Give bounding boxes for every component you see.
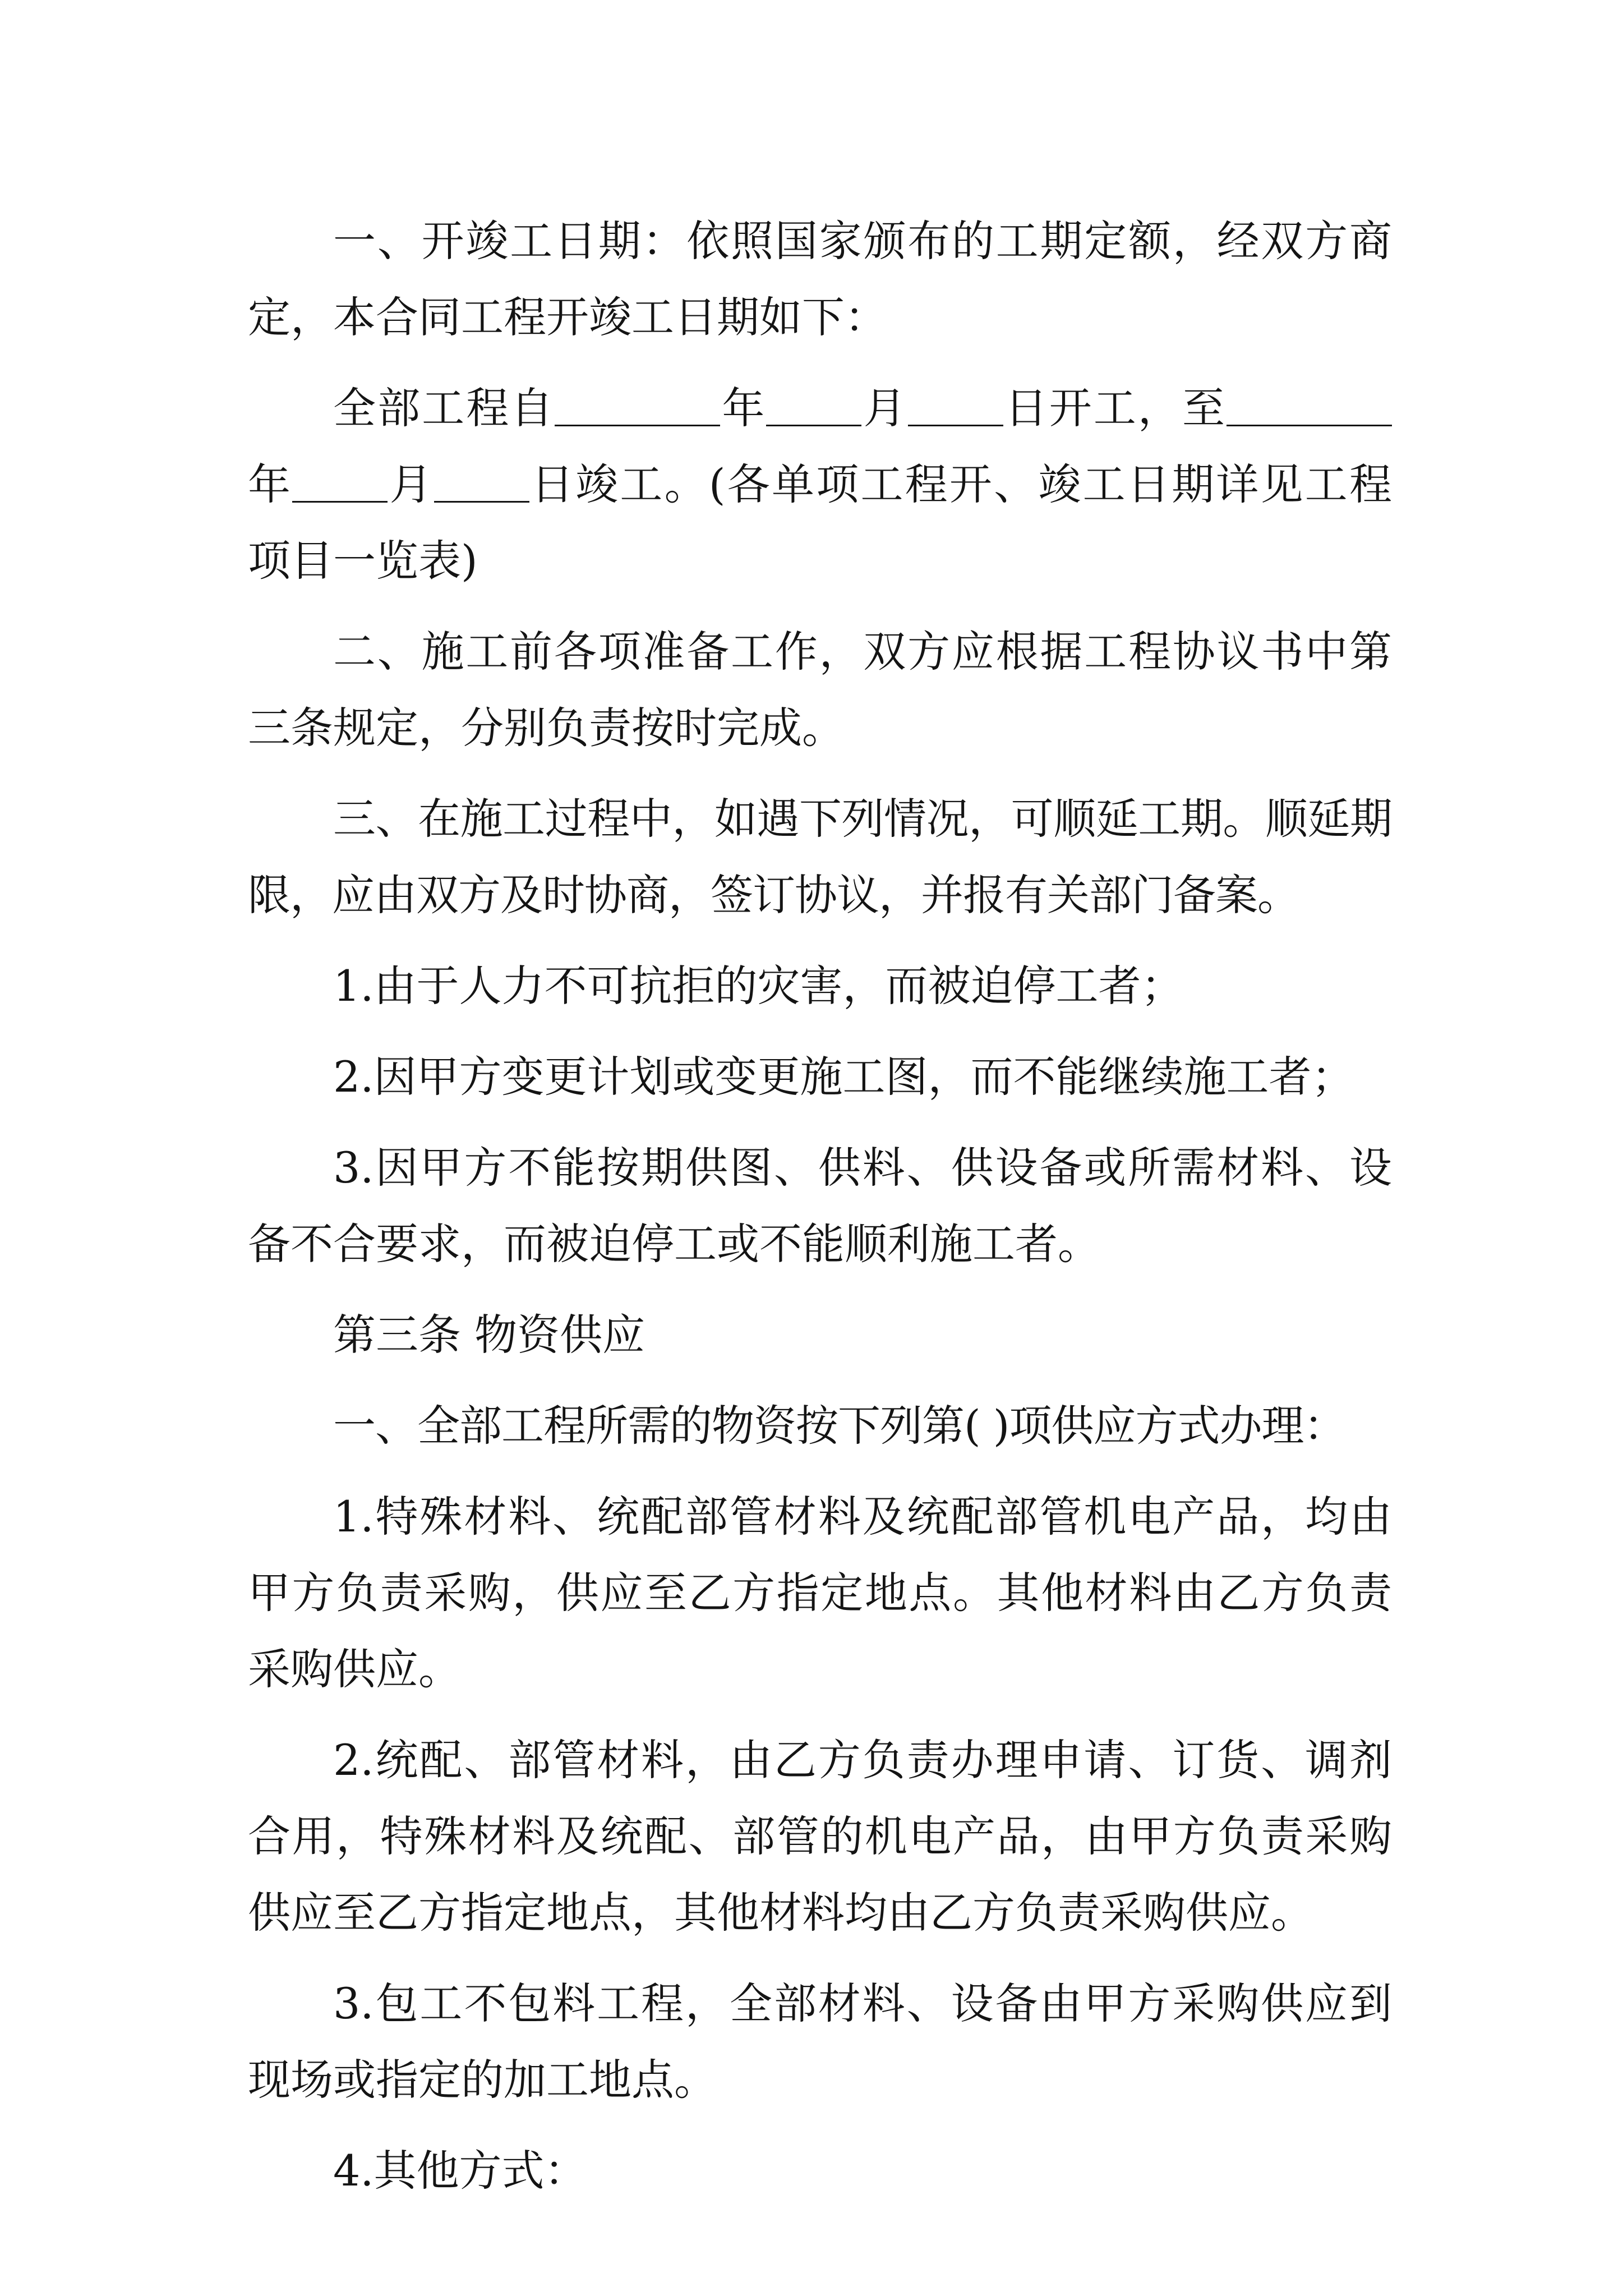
paragraph-supply-method: 一、全部工程所需的物资按下列第( )项供应方式办理：	[333, 1401, 1346, 1451]
schedule-text-7: 日竣工。(各单项工程开、竣工日期详见工程项目一览表)	[248, 459, 1392, 586]
schedule-text-6: 月	[388, 459, 434, 509]
start-day-blank[interactable]	[908, 385, 1003, 426]
list-item-plan-change: 2.因甲方变更计划或变更施工图，而不能继续施工者；	[333, 1052, 1354, 1102]
list-item-supply-option-1: 1.特殊材料、统配部管材料及统配部管机电产品，均由甲方负责采购，供应至乙方指定地点。其他材料由乙方负责采购供应。	[248, 1492, 1392, 1694]
list-item-supply-option-2: 2.统配、部管材料，由乙方负责办理申请、订货、调剂合用，特殊材料及统配、部管的机电产品，由甲方负责采购供应至乙方指定地点，其他材料均由乙方负责采购供应。	[248, 1735, 1392, 1938]
start-month-blank[interactable]	[766, 385, 861, 426]
paragraph-schedule-blanks	[248, 370, 1392, 599]
list-item-supply-option-3: 3.包工不包料工程，全部材料、设备由甲方采购供应到现场或指定的加工地点。	[248, 1978, 1392, 2105]
schedule-text-3: 月	[861, 383, 908, 433]
start-year-blank[interactable]	[555, 385, 720, 426]
end-month-blank[interactable]	[292, 462, 388, 503]
list-item-force-majeure: 1.由于人力不可抗拒的灾害，而被迫停工者；	[333, 961, 1184, 1011]
paragraph-start-completion-dates: 一、开竣工日期：依照国家颁布的工期定额，经双方商定，本合同工程开竣工日期如下：	[248, 216, 1392, 342]
end-day-blank[interactable]	[434, 462, 529, 503]
end-year-blank[interactable]	[1227, 385, 1392, 426]
document-page	[248, 203, 1392, 2224]
paragraph-preparation-work: 二、施工前各项准备工作，双方应根据工程协议书中第三条规定，分别负责按时完成。	[248, 627, 1392, 753]
list-item-supply-delay: 3.因甲方不能按期供图、供料、供设备或所需材料、设备不合要求，而被迫停工或不能顺利施工者。	[248, 1143, 1392, 1269]
schedule-text-4: 日开工，至	[1003, 383, 1227, 433]
schedule-text-2: 年	[720, 383, 767, 433]
schedule-text-5: 年	[248, 459, 293, 509]
schedule-text-1: 全部工程自	[333, 383, 555, 433]
section-heading-material-supply: 第三条 物资供应	[333, 1310, 645, 1360]
paragraph-extension-conditions: 三、在施工过程中，如遇下列情况，可顺延工期。顺延期限，应由双方及时协商，签订协议，并报有关部门备案。	[248, 794, 1392, 920]
list-item-supply-option-4: 4.其他方式：	[333, 2146, 587, 2196]
